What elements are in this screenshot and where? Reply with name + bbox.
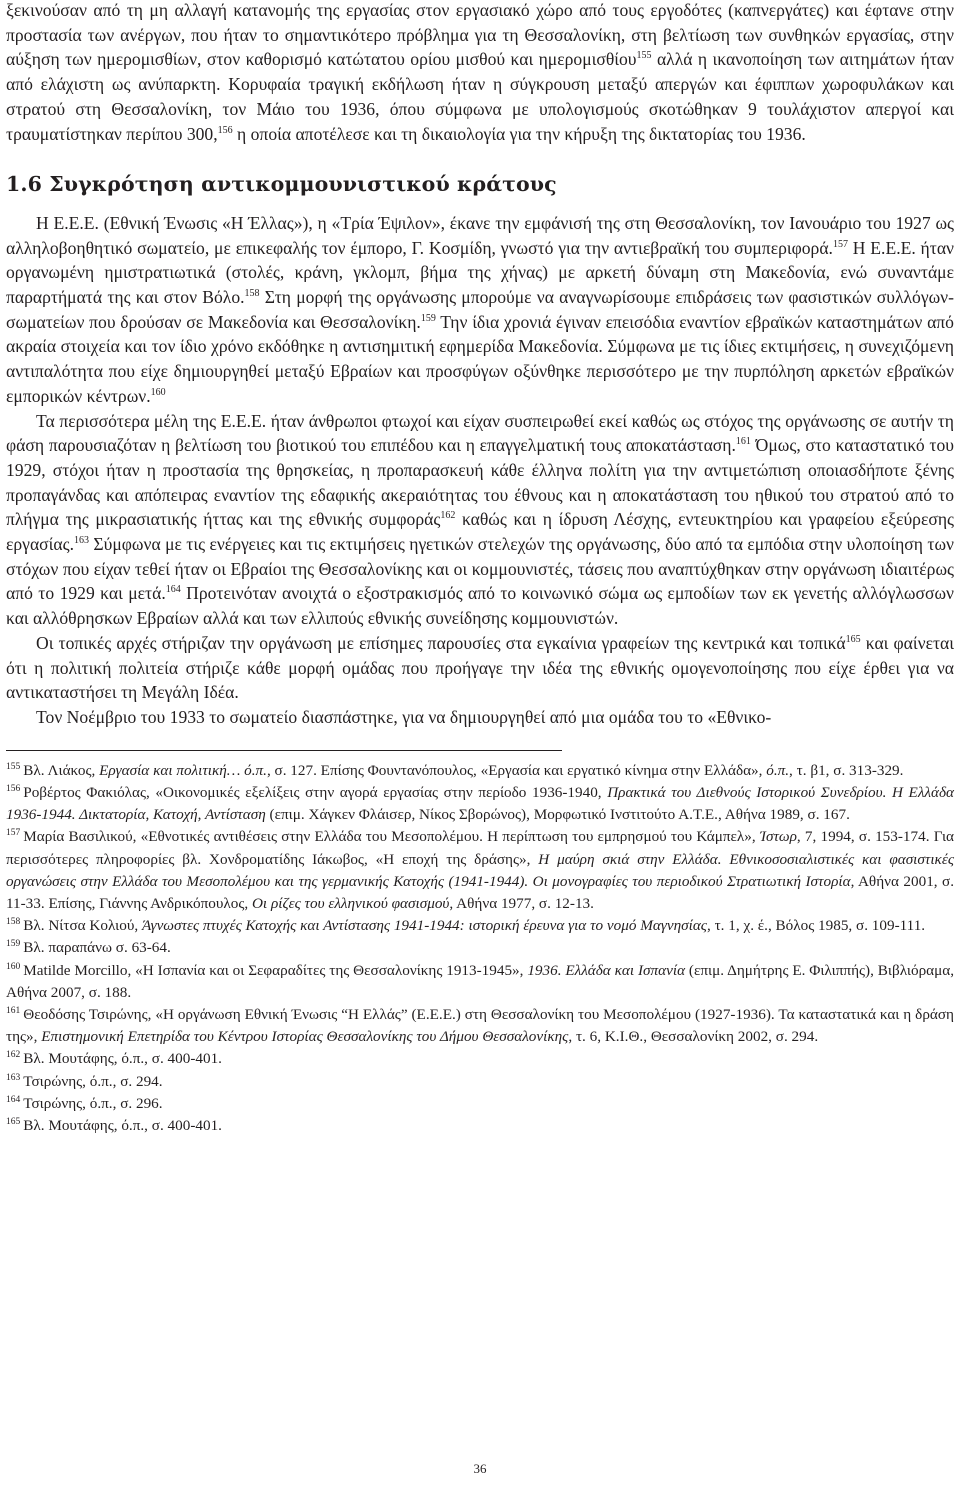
footnote-ref-160: 160: [150, 386, 166, 398]
footnote-165: $^{165}$ Βλ. Μουτάφης, ό.π., σ. 400-401.: [6, 1116, 222, 1134]
footnote-160: $^{160}$ Matilde Morcillo, «Η Ισπανία και οι Σεφαραδίτες της Θεσσαλονίκης 1913-1945», 1936. Ελλάδα και Ισπανία (επιμ. Δημήτρης Ε. Φιλιππής), Βιβλιόραμα, Αθήνα 2007, σ. 188.: [6, 961, 955, 1001]
footnote-163: $^{163}$ Τσιρώνης, ό.π., σ. 294.: [6, 1072, 163, 1090]
footnote-158: $^{158}$ Βλ. Νίτσα Κολιού, Άγνωστες πτυχές Κατοχής και Αντίστασης 1941-1944: ιστορική έρευνα για το νομό Μαγνησίας, τ. 1, χ. έ., Βόλος 1985, σ. 109-111.: [6, 917, 926, 935]
footnote-ref-163: 163: [73, 535, 89, 547]
paragraph-eee-members: Τα περισσότερα μέλη της Ε.Ε.Ε. ήταν άνθρωποι φτωχοί και είχαν συσπειρωθεί εκεί καθώς ως στόχος της οργάνωσης σε αυτήν τη φάση παρουσιαζόταν η βελτίωση του βιοτικού του επιπέδου και η επαγγελματική τους αποκατάσταση.$^{161}$ Όμως, στο καταστατικό του 1929, στόχοι ήταν η προστασία της θρησκείας, η προπαρασκευή κάθε έλληνα πολίτη για την αντιμετώπιση οποιασδήποτε ξένης προπαγάνδας και απόπειρας εναντίον της εδαφικής ακεραιότητας του έθνους και η αποκατάσταση του ηθικού του στρατού από το πλήγμα της μικρασιατικής ήττας και της εθνικής συμφοράς$^{162}$ καθώς και η ίδρυση Λέσχης, εντευκτηρίου και γραφείου εξεύρεσης εργασίας.$^{163}$ Σύμφωνα με τις ενέργειες και τις εκτιμήσεις ηγετικών στελεχών της οργάνωσης, δύο από τα εμπόδια στην υλοποίηση των στόχων που είχαν τεθεί ήταν οι Εβραίοι της Θεσσαλονίκης και οι κομμουνιστές, τάσεις που αναπτύχθηκαν στην οργάνωση ιδιαιτέρως από το 1929 και μετά.$^{164}$ Προτεινόταν ανοιχτά ο εξοστρακισμός από το κοινωνικό σώμα ως εμποδίων των εκ γενετής αλλόγλωσσων και αλλόθρησκων Εβραίων αλλά και των ελλιπούς εθνικής συνείδησης κομμουνιστών.: [6, 410, 954, 629]
footnote-155: $^{155}$ Βλ. Λιάκος, Εργασία και πολιτική… ό.π., σ. 127. Επίσης Φουντανόπουλος, «Εργασία και εργατικό κίνημα στην Ελλάδα», ό.π., τ. β1, σ. 313-329.: [6, 761, 904, 779]
paragraph-split-1933: Τον Νοέμβριο του 1933 το σωματείο διασπάστηκε, για να δημιουργηθεί από μια ομάδα του το «Εθνικο-: [36, 706, 772, 727]
footnote-157: $^{157}$ Μαρία Βασιλικού, «Εθνοτικές αντιθέσεις στην Ελλάδα του Μεσοπολέμου. Η περίπτωση του εμπρησμού του Κάμπελ», Ίστωρ, 7, 1994, σ. 153-174. Για περισσότερες πληροφορίες βλ. Χονδροματίδης Ιάκωβος, «Η εποχή της δράσης», Η μαύρη σκιά στην Ελλάδα. Εθνικοσοσιαλιστικές και φασιστικές οργανώσεις στην Ελλάδα του Μεσοπολέμου και της γερμανικής Κατοχής (1941-1944). Οι μονογραφίες του περιοδικού Στρατιωτική Ιστορία, Αθήνα 2001, σ. 11-33. Επίσης, Γιάννης Ανδρικόπουλος, Οι ρίζες του ελληνικού φασισμού, Αθήνα 1977, σ. 12-13.: [6, 828, 955, 912]
body-text: [6, 0, 954, 730]
footnote-159: $^{159}$ Βλ. παραπάνω σ. 63-64.: [6, 939, 171, 957]
section-heading: 1.6 Συγκρότηση αντικομμουνιστικού κράτους: [6, 172, 557, 197]
footnote-162: $^{162}$ Βλ. Μουτάφης, ό.π., σ. 400-401.: [6, 1050, 222, 1068]
footnotes: [6, 760, 954, 1137]
footnote-ref-165: 165: [845, 633, 861, 645]
footnote-ref-158: 158: [244, 288, 260, 300]
footnote-divider: [6, 750, 562, 751]
footnote-ref-164: 164: [165, 584, 181, 596]
paragraph-eee-founding: Η Ε.Ε.Ε. (Εθνική Ένωσις «Η Έλλας»), η «Τρία Έψιλον», έκανε την εμφάνισή της στη Θεσσαλονίκη, τον Ιανουάριο του 1927 ως αλληλοβοηθητικό σωματείο, με επικεφαλής τον έμπορο, Γ. Κοσμίδη, γνωστό για την αντιεβραϊκή του συμπεριφορά.$^{157}$ Η Ε.Ε.Ε. ήταν οργανωμένη ημιστρατιωτικά (στολές, κράνη, γκλομπ, βήμα της χήνας) με αρκετή δύναμη στη Μακεδονία, ενώ συναντάμε παραρτήματά της και στον Βόλο.$^{158}$ Στη μορφή της οργάνωσης μπορούμε να αναγνωρίσουμε επιδράσεις των φασιστικών συλλόγων-σωματείων που δρούσαν σε Μακεδονία και Θεσσαλονίκη.$^{159}$ Την ίδια χρονιά έγιναν επεισόδια εναντίον εβραϊκών καταστημάτων από ακραία στοιχεία και τον ίδιο χρόνο εκδόθηκε η αντισημιτική εφημερίδα Μακεδονία. Σύμφωνα με τις ίδιες εκτιμήσεις, η συνεχιζόμενη αντιπαλότητα που είχε δημιουργηθεί μεταξύ Εβραίων και προσφύγων οξύνθηκε περισσότερο με την πυρπόληση αρκετών εβραϊκών εμπορικών κέντρων.$^{160}$: [6, 212, 955, 406]
footnote-ref-157: 157: [832, 238, 848, 250]
paragraph-strike-demands: ξεκινούσαν από τη μη αλλαγή κατανομής της εργασίας στον εργασιακό χώρο από τους εργοδότες (καπνεργάτες) και έφτανε στην προστασία των ανέργων, που ήταν το σημαντικότερο πρόβλημα για τη Θεσσαλονίκη, στη βελτίωση των συνθηκών εργασίας, στην αύξηση των ημερομισθίων, στον καθορισμό κατώτατου ορίου μισθού και ημερομισθίου$^{155}$ αλλά η ικανοποίηση των αιτημάτων ήταν από ελάχιστη ως ανύπαρκτη. Κορυφαία τραγική εκδήλωση ήταν η σύγκρουση μεταξύ απεργών και έφιππων χωροφυλάκων και στρατού στη Θεσσαλονίκη, τον Μάιο του 1936, όπου σύμφωνα με υπολογισμούς σκοτώθηκαν 9 τουλάχιστον απεργοί και τραυματίστηκαν περίπου 300,$^{156}$ η οποία αποτέλεσε και τη δικαιολογία για την κήρυξη της δικτατορίας του 1936.: [6, 0, 955, 144]
footnote-ref-155: 155: [636, 50, 652, 62]
footnote-ref-159: 159: [420, 312, 436, 324]
footnote-164: $^{164}$ Τσιρώνης, ό.π., σ. 296.: [6, 1094, 163, 1112]
footnote-156: $^{156}$ Ροβέρτος Φακιόλας, «Οικονομικές εξελίξεις στην αγορά εργασίας στην περίοδο 1936-1940, Πρακτικά του Διεθνούς Ιστορικού Συνεδρίου. Η Ελλάδα 1936-1944. Δικτατορία, Κατοχή, Αντίσταση (επιμ. Χάγκεν Φλάισερ, Νίκος Σβορώνος), Μορφωτικό Ινστιτούτο Α.Τ.Ε., Αθήνα 1989, σ. 167.: [6, 783, 954, 824]
footnote-ref-156: 156: [217, 124, 233, 136]
footnote-ref-162: 162: [440, 510, 456, 522]
footnote-ref-161: 161: [735, 436, 751, 448]
page-number: 36: [473, 1461, 487, 1476]
paragraph-local-authorities: Οι τοπικές αρχές στήριζαν την οργάνωση με επίσημες παρουσίες στα εγκαίνια γραφείων της κεντρικά και τοπικά$^{165}$ και φαίνεται ότι η πολιτική πολιτεία στήριζε κάθε μορφή ομάδας που προήγαγε την ιδέα της εθνικής ομογενοποίησης που είχε έρθει για να αντικαταστήσει τη Μεγάλη Ιδέα.: [6, 632, 955, 703]
footnote-161: $^{161}$ Θεοδόσης Τσιρώνης, «Η οργάνωση Εθνική Ένωσις “Η Ελλάς” (Ε.Ε.Ε.) στη Θεσσαλονίκη του Μεσοπολέμου (1927-1936). Τα καταστατικά και η δράση της», Επιστημονική Επετηρίδα του Κέντρου Ιστορίας Θεσσαλονίκης του Δήμου Θεσσαλονίκης, τ. 6, Κ.Ι.Θ., Θεσσαλονίκη 2002, σ. 294.: [6, 1005, 954, 1046]
